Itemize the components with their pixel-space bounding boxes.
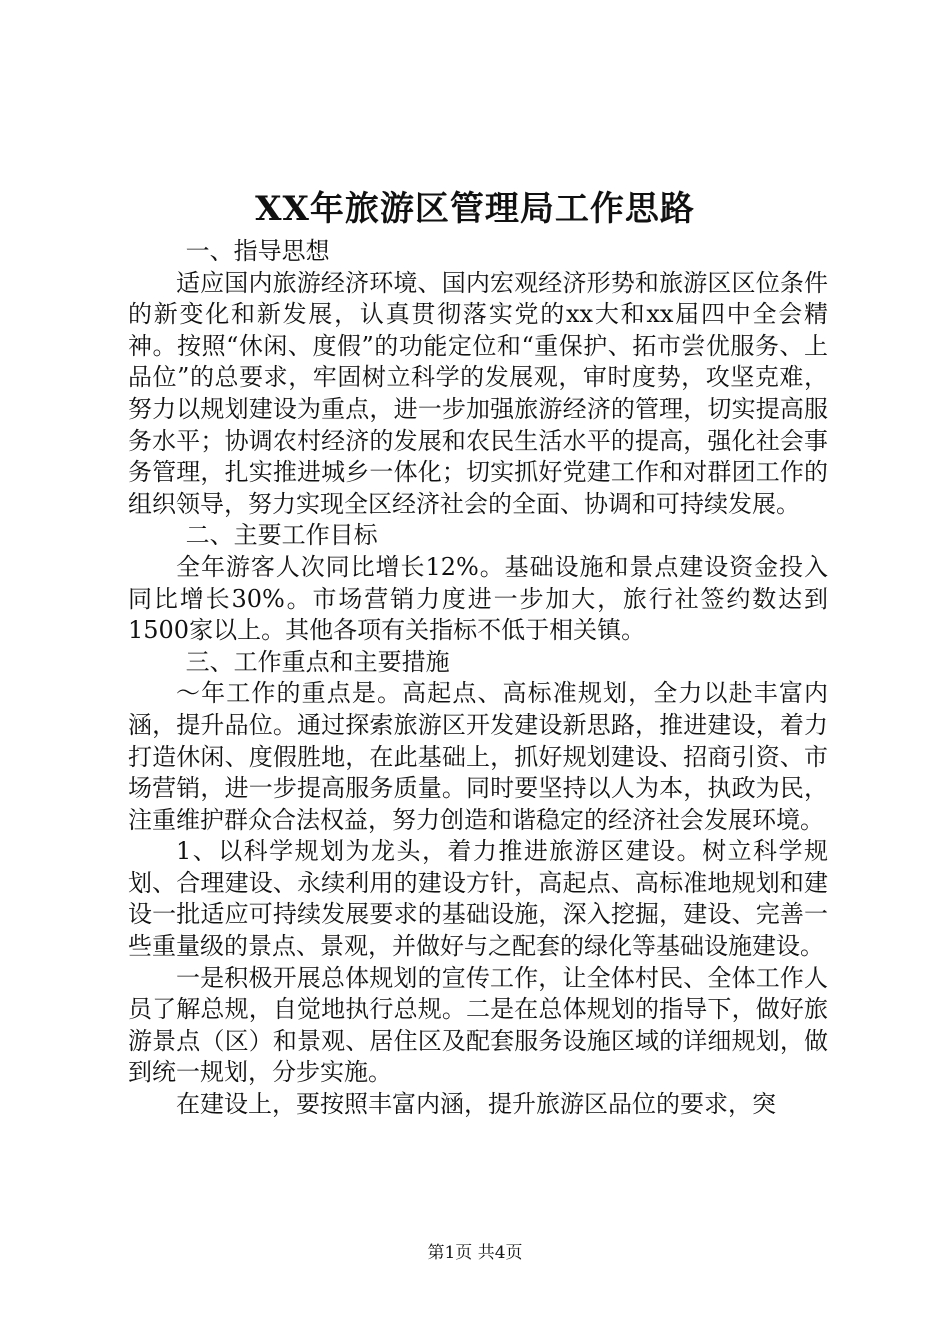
paragraph-planning: 1、以科学规划为龙头，着力推进旅游区建设。树立科学规划、合理建设、永续利用的建设方针，高起点、高标准地规划和建设一批适应可持续发展要求的基础设施，深入挖掘，建设、完善一些重量级的景点、景观，并做好与之配套的绿化等基础设施建设。 [128,837,828,961]
document-body [128,236,828,1121]
section-heading-key-measures: 三、工作重点和主要措施 [185,647,450,676]
document-title: XX年旅游区管理局工作思路 [255,189,695,229]
section-heading-guiding-thought: 一、指导思想 [185,237,330,265]
paragraph-guiding-thought: 适应国内旅游经济环境、国内宏观经济形势和旅游区区位条件的新变化和新发展，认真贯彻落实党的xx大和xx届四中全会精神。按照“休闲、度假”的功能定位和“重保护、拓市尝优服务、上品位”的总要求，牢固树立科学的发展观，审时度势，攻坚克难，努力以规划建设为重点，进一步加强旅游经济的管理，切实提高服务水平；协调农村经济的发展和农民生活水平的提高，强化社会事务管理，扎实推进城乡一体化；切实抓好党建工作和对群团工作的组织领导，努力实现全区经济社会的全面、协调和可持续发展。 [128,268,828,518]
paragraph-main-goals: 全年游客人次同比增长12%。基础设施和景点建设资金投入同比增长30%。市场营销力度进一步加大，旅行社签约数达到1500家以上。其他各项有关指标不低于相关镇。 [128,552,828,645]
page-number-footer: 第1页 共4页 [427,1243,523,1263]
paragraph-key-focus: ～年工作的重点是。高起点、高标准规划，全力以赴丰富内涵，提升品位。通过探索旅游区开发建设新思路，推进建设，着力打造休闲、度假胜地，在此基础上，抓好规划建设、招商引资、市场营销，进一步提高服务质量。同时要坚持以人为本，执政为民，注重维护群众合法权益，努力创造和谐稳定的经济社会发展环境。 [128,679,828,834]
paragraph-construction: 在建设上，要按照丰富内涵，提升旅游区品位的要求，突 [176,1090,776,1119]
section-heading-main-goals: 二、主要工作目标 [185,521,378,550]
paragraph-publicity: 一是积极开展总体规划的宣传工作，让全体村民、全体工作人员了解总规，自觉地执行总规。二是在总体规划的指导下，做好旅游景点（区）和景观、居住区及配套服务设施区域的详细规划，做到统一规划，分步实施。 [128,963,828,1087]
